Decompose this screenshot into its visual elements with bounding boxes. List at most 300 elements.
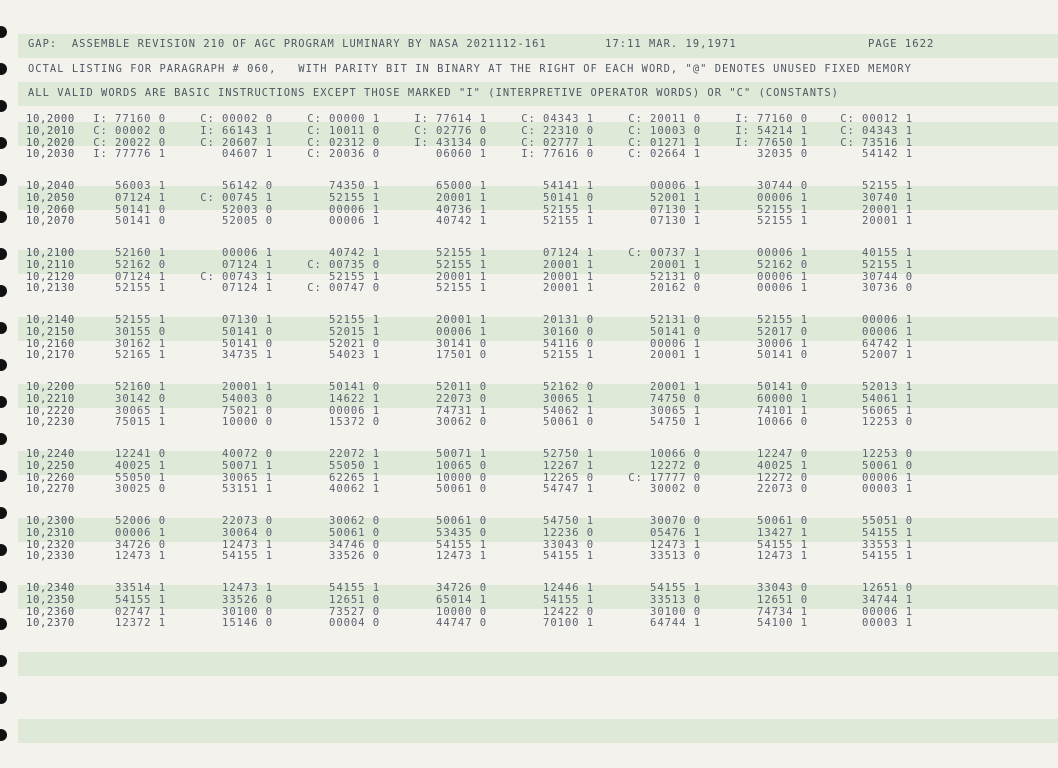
octal-word: C: 20607 1 [200, 136, 273, 149]
page-number: PAGE 1622 [868, 38, 935, 50]
address-label: 10,2320 [26, 538, 75, 551]
octal-word: 20001 1 [650, 381, 701, 393]
octal-word: 50061 0 [329, 526, 380, 539]
octal-word: 56065 1 [862, 404, 913, 417]
octal-word: 40025 1 [757, 459, 808, 472]
octal-word: C: 02664 1 [628, 148, 701, 161]
octal-word: 00006 1 [757, 270, 808, 283]
octal-word: 20001 1 [862, 215, 913, 228]
octal-word: I: 77776 1 [93, 148, 166, 161]
octal-word: 53151 1 [222, 483, 273, 496]
octal-word: 34746 0 [329, 538, 380, 551]
octal-word: 12473 1 [757, 550, 808, 563]
octal-word: 06060 1 [436, 148, 487, 161]
octal-word: 12272 0 [757, 471, 808, 484]
octal-word: 52160 1 [115, 247, 166, 259]
octal-word: 34735 1 [222, 349, 273, 362]
listing-row [26, 149, 1046, 161]
octal-word: 52155 1 [436, 247, 487, 259]
octal-word: 33513 0 [650, 550, 701, 563]
listing-row [26, 551, 1046, 563]
listing-row [26, 216, 1046, 228]
octal-word: 12446 1 [543, 582, 594, 594]
octal-word: 20001 1 [862, 203, 913, 216]
octal-word: 54155 1 [329, 582, 380, 594]
octal-word: 30070 0 [650, 515, 701, 527]
octal-word: C: 04343 1 [521, 113, 594, 125]
address-label: 10,2120 [26, 270, 75, 283]
octal-word: 30160 0 [543, 325, 594, 338]
listing-block [26, 583, 1046, 650]
octal-word: 00006 1 [757, 282, 808, 295]
octal-word: 30155 0 [115, 325, 166, 338]
octal-word: 52160 1 [115, 381, 166, 393]
octal-word: 00006 1 [222, 247, 273, 259]
octal-word: 52003 0 [222, 203, 273, 216]
octal-word: C: 00002 0 [93, 124, 166, 137]
octal-word: 40742 1 [436, 215, 487, 228]
octal-listing [26, 114, 1046, 650]
listing-row [26, 528, 1046, 540]
listing-row [26, 595, 1046, 607]
octal-word: C: 22310 0 [521, 124, 594, 137]
octal-word: 12473 1 [650, 538, 701, 551]
tractor-feed-holes [0, 0, 12, 768]
octal-word: 20001 1 [650, 258, 701, 271]
octal-word: 54100 1 [757, 617, 808, 630]
octal-word: 22072 1 [329, 448, 380, 460]
octal-word: 30744 0 [757, 180, 808, 192]
listing-row [26, 283, 1046, 295]
octal-word: C: 01271 1 [628, 136, 701, 149]
octal-word: C: 00747 0 [307, 282, 380, 295]
octal-word: 52131 0 [650, 314, 701, 326]
octal-word: 00006 1 [115, 526, 166, 539]
octal-word: 40072 0 [222, 448, 273, 460]
octal-word: 54155 1 [650, 582, 701, 594]
octal-word: 33526 0 [329, 550, 380, 563]
address-label: 10,2060 [26, 203, 75, 216]
octal-word: C: 00012 1 [840, 113, 913, 125]
octal-word: C: 00745 1 [200, 191, 273, 204]
octal-word: 30062 0 [436, 416, 487, 429]
listing-block [26, 114, 1046, 181]
octal-word: I: 77616 0 [521, 148, 594, 161]
listing-row [26, 327, 1046, 339]
octal-word: 50141 0 [115, 215, 166, 228]
octal-word: 50071 1 [222, 459, 273, 472]
address-label: 10,2000 [26, 113, 75, 125]
address-label: 10,2340 [26, 582, 75, 594]
octal-word: 30065 1 [115, 404, 166, 417]
octal-word: 50141 0 [115, 203, 166, 216]
octal-word: 75015 1 [115, 416, 166, 429]
octal-word: 52155 1 [115, 314, 166, 326]
octal-word: 60000 1 [757, 392, 808, 405]
octal-word: 74101 1 [757, 404, 808, 417]
octal-word: I: 77160 0 [93, 113, 166, 125]
octal-word: 50141 0 [329, 381, 380, 393]
address-label: 10,2100 [26, 247, 75, 259]
octal-word: 07124 1 [222, 282, 273, 295]
octal-word: 54155 1 [543, 550, 594, 563]
octal-word: 52011 0 [436, 381, 487, 393]
octal-word: 52005 0 [222, 215, 273, 228]
listing-row [26, 417, 1046, 429]
octal-word: 70100 1 [543, 617, 594, 630]
listing-row [26, 260, 1046, 272]
octal-word: 07124 1 [115, 270, 166, 283]
octal-word: 34744 1 [862, 593, 913, 606]
address-label: 10,2170 [26, 349, 75, 362]
octal-word: 10000 0 [436, 471, 487, 484]
octal-word: 65000 1 [436, 180, 487, 192]
octal-word: 55050 1 [115, 471, 166, 484]
octal-word: 07130 1 [222, 314, 273, 326]
octal-word: 50061 0 [436, 515, 487, 527]
octal-word: 40025 1 [115, 459, 166, 472]
octal-word: 00003 1 [862, 483, 913, 496]
octal-word: 30141 0 [436, 337, 487, 350]
address-label: 10,2250 [26, 459, 75, 472]
octal-word: 74731 1 [436, 404, 487, 417]
octal-word: 50061 0 [862, 459, 913, 472]
octal-word: 55051 0 [862, 515, 913, 527]
octal-word: 52006 0 [115, 515, 166, 527]
octal-word: 12422 0 [543, 605, 594, 618]
octal-word: 17501 0 [436, 349, 487, 362]
octal-word: 40062 1 [329, 483, 380, 496]
octal-word: C: 00735 0 [307, 258, 380, 271]
address-label: 10,2030 [26, 148, 75, 161]
octal-word: 30065 1 [650, 404, 701, 417]
octal-word: 30062 0 [329, 515, 380, 527]
octal-word: C: 20022 0 [93, 136, 166, 149]
octal-word: 52162 0 [543, 381, 594, 393]
octal-word: 20001 1 [436, 191, 487, 204]
octal-word: 20131 0 [543, 314, 594, 326]
octal-word: 52013 1 [862, 381, 913, 393]
octal-word: 07124 1 [222, 258, 273, 271]
octal-word: 50141 0 [650, 325, 701, 338]
address-label: 10,2240 [26, 448, 75, 460]
octal-word: 12253 0 [862, 448, 913, 460]
octal-word: 52155 1 [757, 314, 808, 326]
address-label: 10,2040 [26, 180, 75, 192]
listing-block [26, 181, 1046, 248]
octal-word: 54155 1 [862, 526, 913, 539]
octal-word: 40742 1 [329, 247, 380, 259]
octal-word: 12247 0 [757, 448, 808, 460]
listing-row [26, 193, 1046, 205]
octal-word: 15372 0 [329, 416, 380, 429]
octal-word: 30100 0 [222, 605, 273, 618]
octal-word: 54062 1 [543, 404, 594, 417]
octal-word: 12241 0 [115, 448, 166, 460]
octal-word: 74350 1 [329, 180, 380, 192]
octal-word: 00006 1 [436, 325, 487, 338]
octal-word: 12265 0 [543, 471, 594, 484]
octal-word: 52155 1 [862, 180, 913, 192]
address-label: 10,2360 [26, 605, 75, 618]
octal-word: 54155 1 [543, 593, 594, 606]
octal-word: 10066 0 [650, 448, 701, 460]
listing-block [26, 315, 1046, 382]
octal-word: 62265 1 [329, 471, 380, 484]
octal-word: 54747 1 [543, 483, 594, 496]
octal-word: 54750 1 [650, 416, 701, 429]
address-label: 10,2050 [26, 191, 75, 204]
octal-word: 52015 1 [329, 325, 380, 338]
octal-word: 12651 0 [329, 593, 380, 606]
octal-word: 40736 1 [436, 203, 487, 216]
listing-block [26, 248, 1046, 315]
address-label: 10,2110 [26, 258, 75, 271]
octal-word: 00006 1 [329, 203, 380, 216]
octal-word: 50071 1 [436, 448, 487, 460]
address-label: 10,2200 [26, 381, 75, 393]
octal-word: 44747 0 [436, 617, 487, 630]
octal-word: C: 73516 1 [840, 136, 913, 149]
listing-row [26, 126, 1046, 138]
octal-word: 52155 1 [757, 215, 808, 228]
octal-word: 00006 1 [757, 247, 808, 259]
octal-word: 52155 1 [436, 258, 487, 271]
octal-word: I: 77614 1 [414, 113, 487, 125]
octal-word: 52155 1 [543, 349, 594, 362]
octal-word: 13427 1 [757, 526, 808, 539]
octal-word: 12272 0 [650, 459, 701, 472]
listing-block [26, 449, 1046, 516]
octal-word: 34726 0 [115, 538, 166, 551]
octal-word: 54116 0 [543, 337, 594, 350]
octal-word: 12473 1 [222, 582, 273, 594]
listing-block [26, 516, 1046, 583]
octal-word: 20001 1 [436, 314, 487, 326]
octal-word: 50061 0 [436, 483, 487, 496]
octal-word: 12372 1 [115, 617, 166, 630]
listing-row [26, 350, 1046, 362]
octal-word: 54155 1 [436, 538, 487, 551]
octal-word: 10000 0 [222, 416, 273, 429]
octal-word: 52155 1 [329, 270, 380, 283]
octal-word: 52021 0 [329, 337, 380, 350]
octal-word: 54061 1 [862, 392, 913, 405]
octal-word: 52155 1 [757, 203, 808, 216]
octal-word: 52155 1 [329, 191, 380, 204]
octal-word: 30002 0 [650, 483, 701, 496]
listing-row [26, 484, 1046, 496]
octal-word: 04607 1 [222, 148, 273, 161]
octal-word: I: 66143 1 [200, 124, 273, 137]
octal-word: 56003 1 [115, 180, 166, 192]
octal-word: 12473 1 [115, 550, 166, 563]
octal-word: 20001 1 [543, 258, 594, 271]
address-label: 10,2020 [26, 136, 75, 149]
octal-word: 52162 0 [757, 258, 808, 271]
octal-word: 10066 0 [757, 416, 808, 429]
octal-word: 33043 0 [543, 538, 594, 551]
octal-word: I: 54214 1 [735, 124, 808, 137]
octal-word: 33513 0 [650, 593, 701, 606]
octal-word: 52017 0 [757, 325, 808, 338]
octal-word: 00006 1 [329, 215, 380, 228]
octal-word: 07130 1 [650, 203, 701, 216]
octal-word: C: 10011 0 [307, 124, 380, 137]
octal-word: 12236 0 [543, 526, 594, 539]
octal-word: 33043 0 [757, 582, 808, 594]
octal-word: 54155 1 [115, 593, 166, 606]
octal-word: 50141 0 [543, 191, 594, 204]
octal-word: 52155 1 [115, 282, 166, 295]
octal-word: 12473 1 [436, 550, 487, 563]
octal-word: 52155 1 [436, 282, 487, 295]
octal-word: 00006 1 [757, 191, 808, 204]
octal-word: C: 00000 1 [307, 113, 380, 125]
octal-word: 54141 1 [543, 180, 594, 192]
octal-word: 12267 1 [543, 459, 594, 472]
octal-word: 52007 1 [862, 349, 913, 362]
listing-row [26, 461, 1046, 473]
address-label: 10,2140 [26, 314, 75, 326]
octal-word: 34726 0 [436, 582, 487, 594]
address-label: 10,2070 [26, 215, 75, 228]
octal-word: 52155 1 [543, 203, 594, 216]
octal-word: 54142 1 [862, 148, 913, 161]
octal-word: 50141 0 [757, 381, 808, 393]
octal-word: I: 77650 1 [735, 136, 808, 149]
octal-word: 30065 1 [222, 471, 273, 484]
octal-word: 53435 0 [436, 526, 487, 539]
octal-word: 75021 0 [222, 404, 273, 417]
octal-word: 00006 1 [329, 404, 380, 417]
address-label: 10,2010 [26, 124, 75, 137]
address-label: 10,2230 [26, 416, 75, 429]
octal-word: C: 20036 0 [307, 148, 380, 161]
octal-word: 12473 1 [222, 538, 273, 551]
octal-word: 64742 1 [862, 337, 913, 350]
octal-word: 12651 0 [757, 593, 808, 606]
octal-word: 20001 1 [222, 381, 273, 393]
octal-word: 52155 1 [329, 314, 380, 326]
octal-word: 30025 0 [115, 483, 166, 496]
octal-word: 02747 1 [115, 605, 166, 618]
octal-word: 50141 0 [222, 337, 273, 350]
listing-row [26, 394, 1046, 406]
octal-word: 74750 0 [650, 392, 701, 405]
octal-word: I: 77160 0 [735, 113, 808, 125]
octal-word: 20001 1 [650, 349, 701, 362]
octal-word: 10065 0 [436, 459, 487, 472]
address-label: 10,2330 [26, 550, 75, 563]
address-label: 10,2350 [26, 593, 75, 606]
octal-word: 33526 0 [222, 593, 273, 606]
octal-word: 00006 1 [650, 180, 701, 192]
octal-word: 32035 0 [757, 148, 808, 161]
octal-word: 54155 1 [862, 550, 913, 563]
address-label: 10,2150 [26, 325, 75, 338]
octal-word: 30100 0 [650, 605, 701, 618]
octal-word: C: 17777 0 [628, 471, 701, 484]
octal-word: 33553 1 [862, 538, 913, 551]
octal-word: 52155 1 [543, 215, 594, 228]
octal-word: 00006 1 [862, 325, 913, 338]
address-label: 10,2130 [26, 282, 75, 295]
octal-word: 65014 1 [436, 593, 487, 606]
octal-word: C: 20011 0 [628, 113, 701, 125]
octal-word: 52001 1 [650, 191, 701, 204]
address-label: 10,2220 [26, 404, 75, 417]
address-label: 10,2260 [26, 471, 75, 484]
address-label: 10,2370 [26, 617, 75, 630]
octal-word: 54003 0 [222, 392, 273, 405]
octal-word: 00003 1 [862, 617, 913, 630]
octal-word: 00006 1 [862, 471, 913, 484]
octal-word: 00004 0 [329, 617, 380, 630]
octal-word: C: 00737 1 [628, 247, 701, 259]
octal-word: 50061 0 [543, 416, 594, 429]
octal-word: I: 43134 0 [414, 136, 487, 149]
octal-word: 52750 1 [543, 448, 594, 460]
octal-word: 00006 1 [862, 605, 913, 618]
octal-word: 55050 1 [329, 459, 380, 472]
octal-word: 56142 0 [222, 180, 273, 192]
octal-word: 12651 0 [862, 582, 913, 594]
octal-word: 30740 1 [862, 191, 913, 204]
octal-word: C: 02777 1 [521, 136, 594, 149]
octal-word: 33514 1 [115, 582, 166, 594]
octal-word: 54750 1 [543, 515, 594, 527]
address-label: 10,2270 [26, 483, 75, 496]
octal-word: C: 00002 0 [200, 113, 273, 125]
octal-word: 00006 1 [862, 314, 913, 326]
octal-word: C: 04343 1 [840, 124, 913, 137]
header-line-3: ALL VALID WORDS ARE BASIC INSTRUCTIONS EXCEPT THOSE MARKED "I" (INTERPRETIVE OPERATOR WORDS) OR "C" (CONSTANTS) [28, 87, 839, 99]
octal-word: 52165 1 [115, 349, 166, 362]
octal-word: 15146 0 [222, 617, 273, 630]
address-label: 10,2300 [26, 515, 75, 527]
octal-word: C: 00743 1 [200, 270, 273, 283]
octal-word: 30744 0 [862, 270, 913, 283]
octal-word: 22073 0 [757, 483, 808, 496]
octal-word: 30142 0 [115, 392, 166, 405]
octal-word: 73527 0 [329, 605, 380, 618]
octal-word: 07124 1 [543, 247, 594, 259]
octal-word: 14622 1 [329, 392, 380, 405]
octal-word: 20001 1 [436, 270, 487, 283]
octal-word: 52155 1 [862, 258, 913, 271]
octal-word: 40155 1 [862, 247, 913, 259]
octal-word: 05476 1 [650, 526, 701, 539]
octal-word: 00006 1 [650, 337, 701, 350]
octal-word: 30006 1 [757, 337, 808, 350]
octal-word: 54155 1 [757, 538, 808, 551]
octal-word: C: 02312 0 [307, 136, 380, 149]
octal-word: 54155 1 [222, 550, 273, 563]
listing-row [26, 618, 1046, 630]
octal-word: 30065 1 [543, 392, 594, 405]
header-line-2: OCTAL LISTING FOR PARAGRAPH # 060, WITH PARITY BIT IN BINARY AT THE RIGHT OF EACH WORD, "@" DENOTES UNUSED FIXED MEMORY [28, 63, 912, 75]
octal-word: C: 10003 0 [628, 124, 701, 137]
address-label: 10,2310 [26, 526, 75, 539]
octal-word: 54023 1 [329, 349, 380, 362]
octal-word: 20162 0 [650, 282, 701, 295]
octal-word: 12253 0 [862, 416, 913, 429]
octal-word: 64744 1 [650, 617, 701, 630]
octal-word: C: 02776 0 [414, 124, 487, 137]
octal-word: 30064 0 [222, 526, 273, 539]
octal-word: 07130 1 [650, 215, 701, 228]
